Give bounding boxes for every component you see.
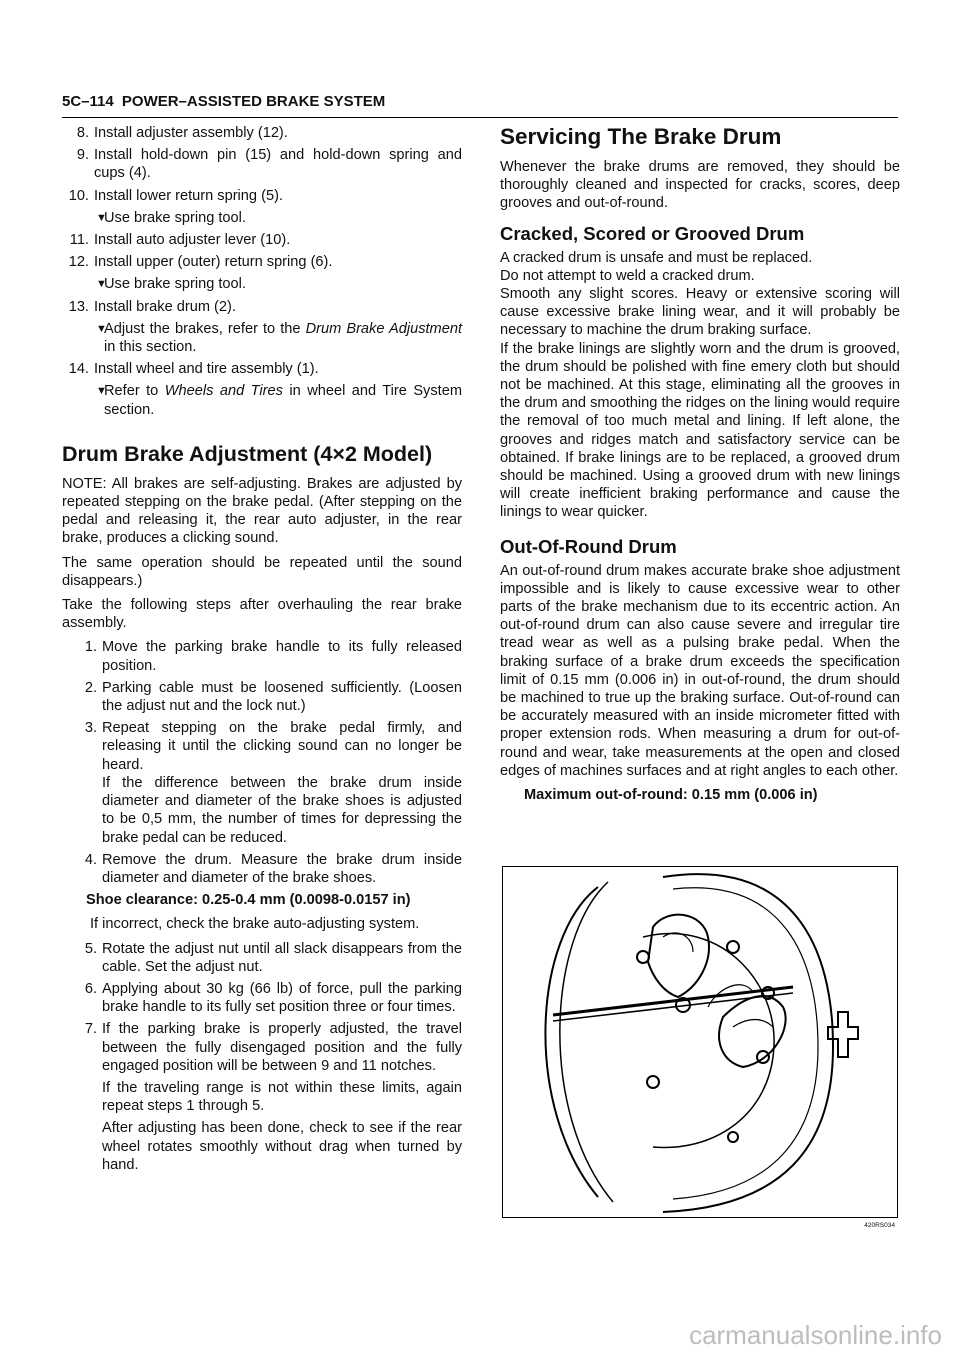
step3-note: If the difference between the brake drum inside diameter and diameter of the brake shoes is adjusted to be 0,5 mm, the number of times for depressing the brake pedal can be reduced.: [102, 774, 462, 846]
note-paragraph: NOTE: All brakes are self-adjusting. Brakes are adjusted by repeated stepping on the brake pedal. (After stepping on the pedal and releasing it, the rear auto adjuster, in the rear brake, produces a clicking sound.: [62, 475, 462, 547]
bullet-12: ▼ Use brake spring tool.: [96, 276, 246, 293]
step-8: 8. Install adjuster assembly (12).: [76, 125, 288, 141]
paragraph-out-of-round: An out-of-round drum makes accurate brake shoe adjustment impossible and is likely to cause excessive wear to other parts of the brake mechanism due to its eccentric action. An out-of-round drum can also cause severe and irregular tire tread wear as well as a pulsing brake pedal. When the braking surface of a brake drum exceeds the specification limit of 0.15 mm (0.006 in) in out-of-round, the drum should be machined to true up the braking surface. Out-of-round can be accurately measured with an inside micrometer fitted with proper extension rods. When measuring a drum for out-of-round and wear, take measurements at the open and closed edges of machines surfaces and at right angles to each other.: [500, 562, 900, 779]
spec-shoe-clearance: Shoe clearance: 0.25-0.4 mm (0.0098-0.0157 in): [86, 892, 411, 909]
cross-reference: Drum Brake Adjustment: [305, 320, 462, 337]
step4-note: If incorrect, check the brake auto-adjusting system.: [90, 916, 420, 933]
servicing-intro: Whenever the brake drums are removed, they should be thoroughly cleaned and inspected for cracks, scores, deep grooves and out-of-round.: [500, 159, 900, 212]
left-column: [62, 124, 462, 1178]
figure-code: 420RS034: [864, 1222, 895, 1229]
adj-step-6: 6. Applying about 30 kg (66 lb) of force, pull the parking brake handle to its fully set position three or four times.: [84, 980, 462, 1016]
step-10: 10. Install lower return spring (5).: [68, 187, 283, 204]
spec-max-out-of-round: Maximum out-of-round: 0.15 mm (0.006 in): [524, 787, 818, 804]
heading-drum-brake-adjustment: Drum Brake Adjustment (4×2 Model): [62, 441, 433, 466]
subheading-out-of-round: Out-Of-Round Drum: [500, 535, 677, 557]
bullet-triangle-icon: ▼: [96, 322, 107, 335]
adj-step-3: 3. Repeat stepping on the brake pedal firmly, and releasing it until the clicking sound can no longer be heard.: [84, 720, 462, 773]
step-12: 12. Install upper (outer) return spring (6).: [68, 254, 333, 271]
step-11: 11. Install auto adjuster lever (10).: [69, 232, 291, 249]
step-9: 9. Install hold-down pin (15) and hold-down spring and cups (4).: [76, 147, 462, 182]
adj-step-2: 2. Parking cable must be loosened sufficiently. (Loosen the adjust nut and the lock nut.): [84, 679, 462, 715]
bullet-14: ▼ Refer to Wheels and Tires in wheel and Tire System section.: [96, 383, 462, 418]
note-paragraph-2: The same operation should be repeated until the sound disappears.): [62, 554, 462, 589]
page-header: [62, 93, 898, 118]
bullet-triangle-icon: ▼: [96, 211, 107, 224]
paragraph-cracked-1: A cracked drum is unsafe and must be replaced.: [500, 249, 813, 266]
right-column: [500, 124, 900, 810]
paragraph-grooved: If the brake linings are slightly worn and the drum is grooved, the drum should be polished with fine emery cloth but should not be machined. At this stage, eliminating all the grooves in the drum and smoothing the ridges on the lining would require the removal of too much metal and lining. If left alone, the grooves and ridges match and satisfactory service can be obtained. If brake linings are to be replaced, a grooved drum should be machined. Using a grooved drum with new linings will create inefficient braking performance and cause the linings to wear quicker.: [500, 340, 900, 521]
cross-reference: Wheels and Tires: [164, 383, 283, 400]
adj-step-7: 7. If the parking brake is properly adjusted, the travel between the fully disengaged position and the fully engaged position will be between 9 and 11 notches.: [84, 1021, 462, 1074]
bullet-triangle-icon: ▼: [96, 385, 107, 398]
section-title: POWER–ASSISTED BRAKE SYSTEM: [121, 93, 386, 110]
drum-micrometer-illustration: [503, 867, 897, 1217]
drum-measurement-figure: [502, 866, 898, 1229]
bullet-triangle-icon: ▼: [96, 278, 107, 291]
subheading-cracked-drum: Cracked, Scored or Grooved Drum: [500, 222, 805, 244]
step7-note-1: If the traveling range is not within these limits, again repeat steps 1 through 5.: [102, 1079, 462, 1115]
watermark: carmanualsonline.info: [689, 1320, 942, 1350]
adj-step-4: 4. Remove the drum. Measure the brake drum inside diameter and diameter of the brake shoes.: [84, 851, 462, 886]
step7-note-2: After adjusting has been done, check to see if the rear wheel rotates smoothly without drag when turned by hand.: [102, 1120, 462, 1173]
paragraph-scores: Smooth any slight scores. Heavy or extensive scoring will cause excessive brake lining wear, and it will probably be necessary to machine the drum braking surface.: [500, 286, 900, 339]
step-14: 14. Install wheel and tire assembly (1).: [68, 361, 319, 378]
intro-paragraph: Take the following steps after overhauling the rear brake assembly.: [62, 597, 462, 632]
heading-servicing-brake-drum: Servicing The Brake Drum: [500, 124, 782, 149]
section-number: 5C–114: [62, 93, 114, 110]
adj-step-1: 1. Move the parking brake handle to its fully released position.: [84, 639, 462, 674]
adj-step-5: 5. Rotate the adjust nut until all slack disappears from the cable. Set the adjust nut.: [84, 940, 462, 975]
step-13: 13. Install brake drum (2).: [68, 298, 236, 315]
paragraph-cracked-2: Do not attempt to weld a cracked drum.: [500, 267, 755, 284]
bullet-13: ▼ Adjust the brakes, refer to the Drum Brake Adjustment in this section.: [96, 320, 462, 356]
bullet-10: ▼ Use brake spring tool.: [96, 209, 246, 226]
